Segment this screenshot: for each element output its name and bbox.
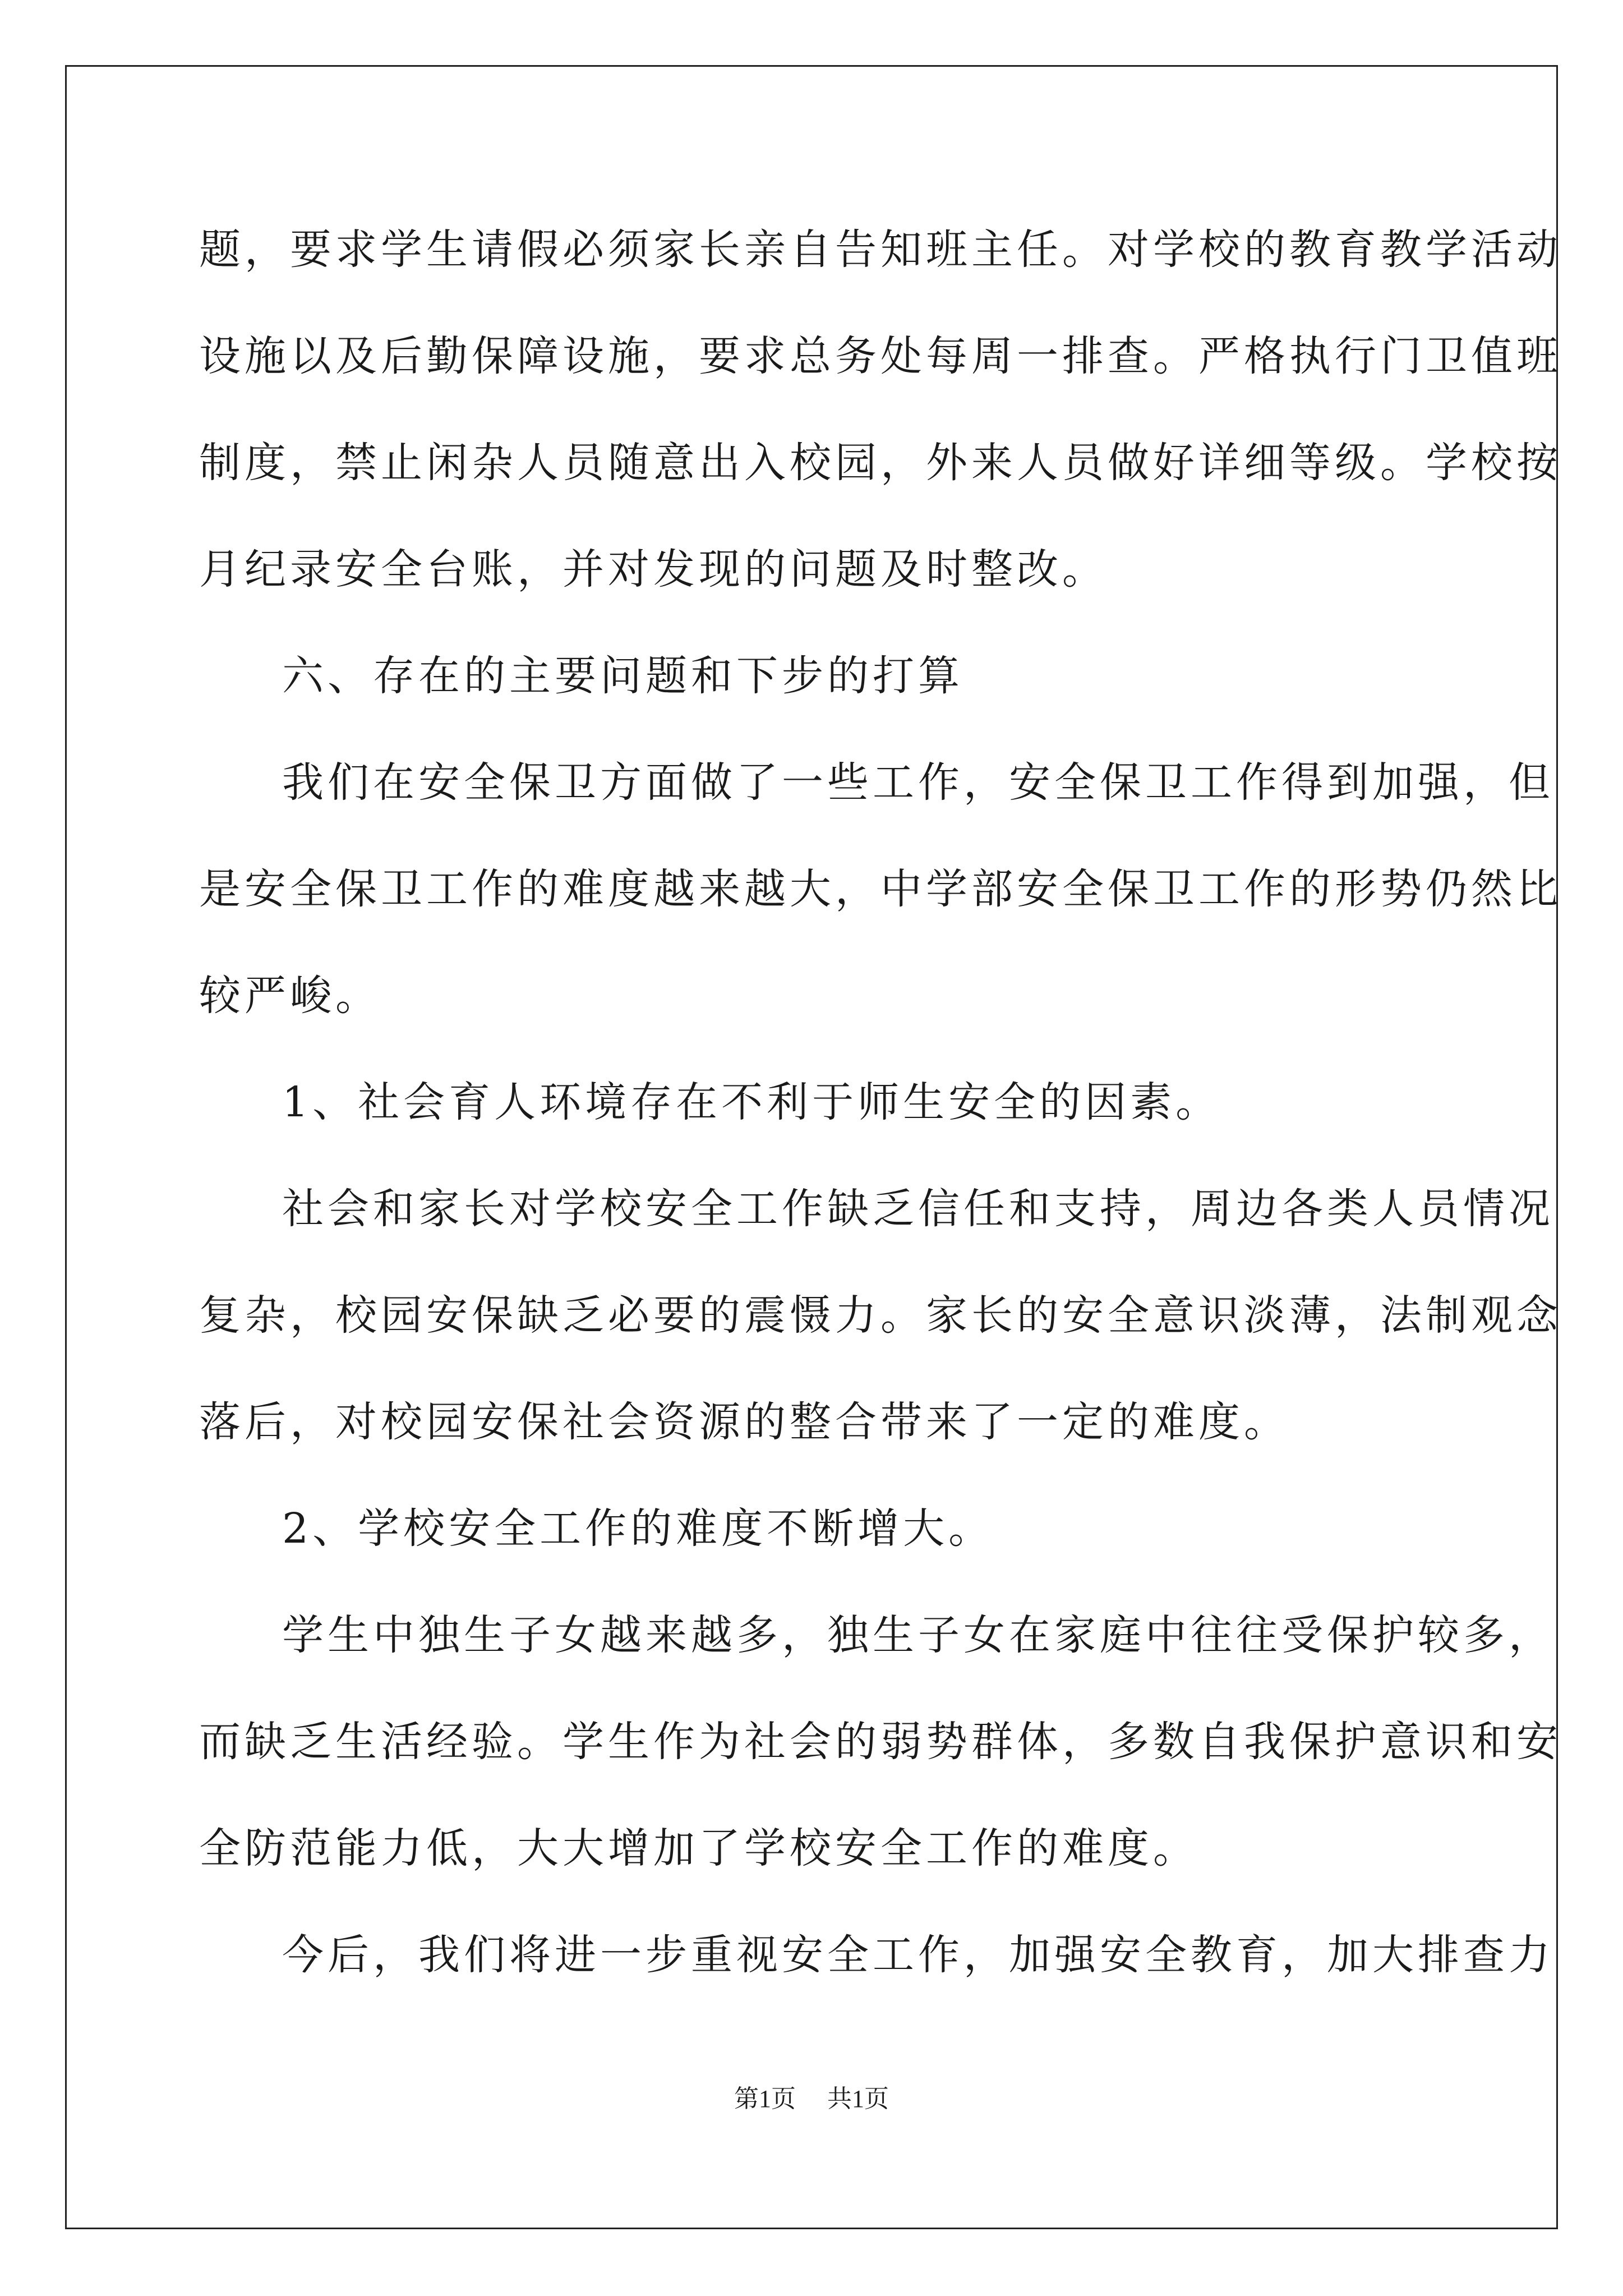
text-line: 设施以及后勤保障设施，要求总务处每周一排查。严格执行门卫值班: [199, 332, 1562, 380]
document-body: [199, 216, 1562, 2028]
page-footer: [0, 2082, 1623, 2116]
text-line: 落后，对校园安保社会资源的整合带来了一定的难度。: [199, 1398, 1289, 1446]
paragraph-start: 今后，我们将进一步重视安全工作，加强安全教育，加大排查力: [282, 1931, 1554, 1979]
text-line: 全防范能力低，大大增加了学校安全工作的难度。: [199, 1824, 1198, 1872]
page-number: 第1页: [734, 2085, 796, 2113]
text-line: 制度，禁止闲杂人员随意出入校园，外来人员做好详细等级。学校按: [199, 439, 1562, 487]
subsection-heading: 2、学校安全工作的难度不断增大。: [282, 1504, 994, 1553]
text-line: 是安全保卫工作的难度越来越大，中学部安全保卫工作的形势仍然比: [199, 865, 1562, 913]
paragraph-start: 社会和家长对学校安全工作缺乏信任和支持，周边各类人员情况: [282, 1185, 1554, 1233]
text-line: 月纪录安全台账，并对发现的问题及时整改。: [199, 545, 1108, 593]
text-line: 较严峻。: [199, 972, 381, 1020]
paragraph-start: 学生中独生子女越来越多，独生子女在家庭中往往受保护较多，: [282, 1611, 1554, 1659]
page-total: 共1页: [827, 2085, 889, 2113]
subsection-heading: 1、社会育人环境存在不利于师生安全的因素。: [282, 1078, 1221, 1126]
text-line: 而缺乏生活经验。学生作为社会的弱势群体，多数自我保护意识和安: [199, 1718, 1562, 1766]
text-line: 复杂，校园安保缺乏必要的震慑力。家长的安全意识淡薄，法制观念: [199, 1291, 1562, 1340]
section-heading: 六、存在的主要问题和下步的打算: [282, 652, 963, 700]
paragraph-start: 我们在安全保卫方面做了一些工作，安全保卫工作得到加强，但: [282, 758, 1554, 807]
text-line: 题，要求学生请假必须家长亲自告知班主任。对学校的教育教学活动: [199, 226, 1562, 274]
